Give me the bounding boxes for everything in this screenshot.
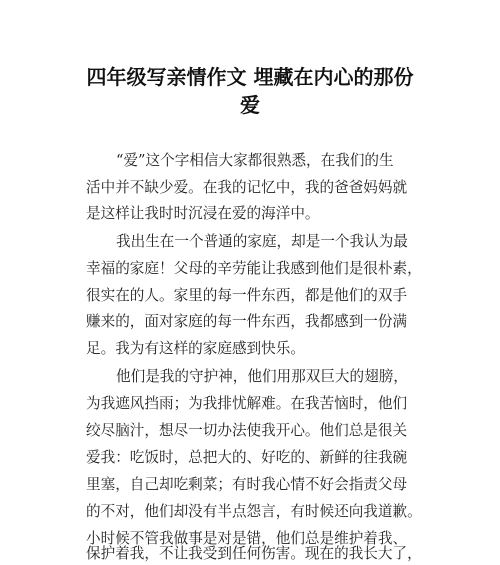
text-line: 活中并不缺少爱。在我的记忆中，我的爸爸妈妈就 xyxy=(86,179,408,196)
text-line: 他们是我的守护神，他们用那双巨大的翅膀， xyxy=(116,368,408,385)
text-line: 里塞，自己却吃剩菜；有时我心情不好会指责父母 xyxy=(86,476,408,493)
text-line: 为我遮风挡雨；为我排忧解难。在我苦恼时，他们 xyxy=(86,395,408,412)
page-title-continuation: 爱 xyxy=(240,93,260,117)
text-line: 的不对，他们却没有半点怨言，有时候还向我道歉。 xyxy=(86,503,422,520)
text-line: 保护着我，不让我受到任何伤害。现在的我长大了， xyxy=(86,545,422,562)
text-line: 足。我为有这样的家庭感到快乐。 xyxy=(86,340,305,357)
text-line: 绞尽脑汁，想尽一切办法使我开心。他们总是很关 xyxy=(86,422,408,439)
text-line: 爱我：吃饭时，总把大的、好吃的、新鲜的往我碗 xyxy=(86,449,408,466)
page-title: 四年级写亲情作文 埋藏在内心的那份 xyxy=(86,65,414,89)
text-line: 幸福的家庭！父母的辛劳能让我感到他们是很朴素， xyxy=(86,260,422,277)
text-line: 小时候不管我做事是对是错，他们总是维护着我、 xyxy=(86,530,408,547)
text-line: 是这样让我时时沉浸在爱的海洋中。 xyxy=(86,205,320,222)
text-line: 赚来的，面对家庭的每一件东西，我都感到一份满 xyxy=(86,313,408,330)
text-line: “爱”这个字相信大家都很熟悉，在我们的生 xyxy=(116,152,394,169)
text-line: 很实在的人。家里的每一件东西，都是他们的双手 xyxy=(86,287,408,304)
text-line: 我出生在一个普通的家庭，却是一个我认为最 xyxy=(116,233,408,250)
